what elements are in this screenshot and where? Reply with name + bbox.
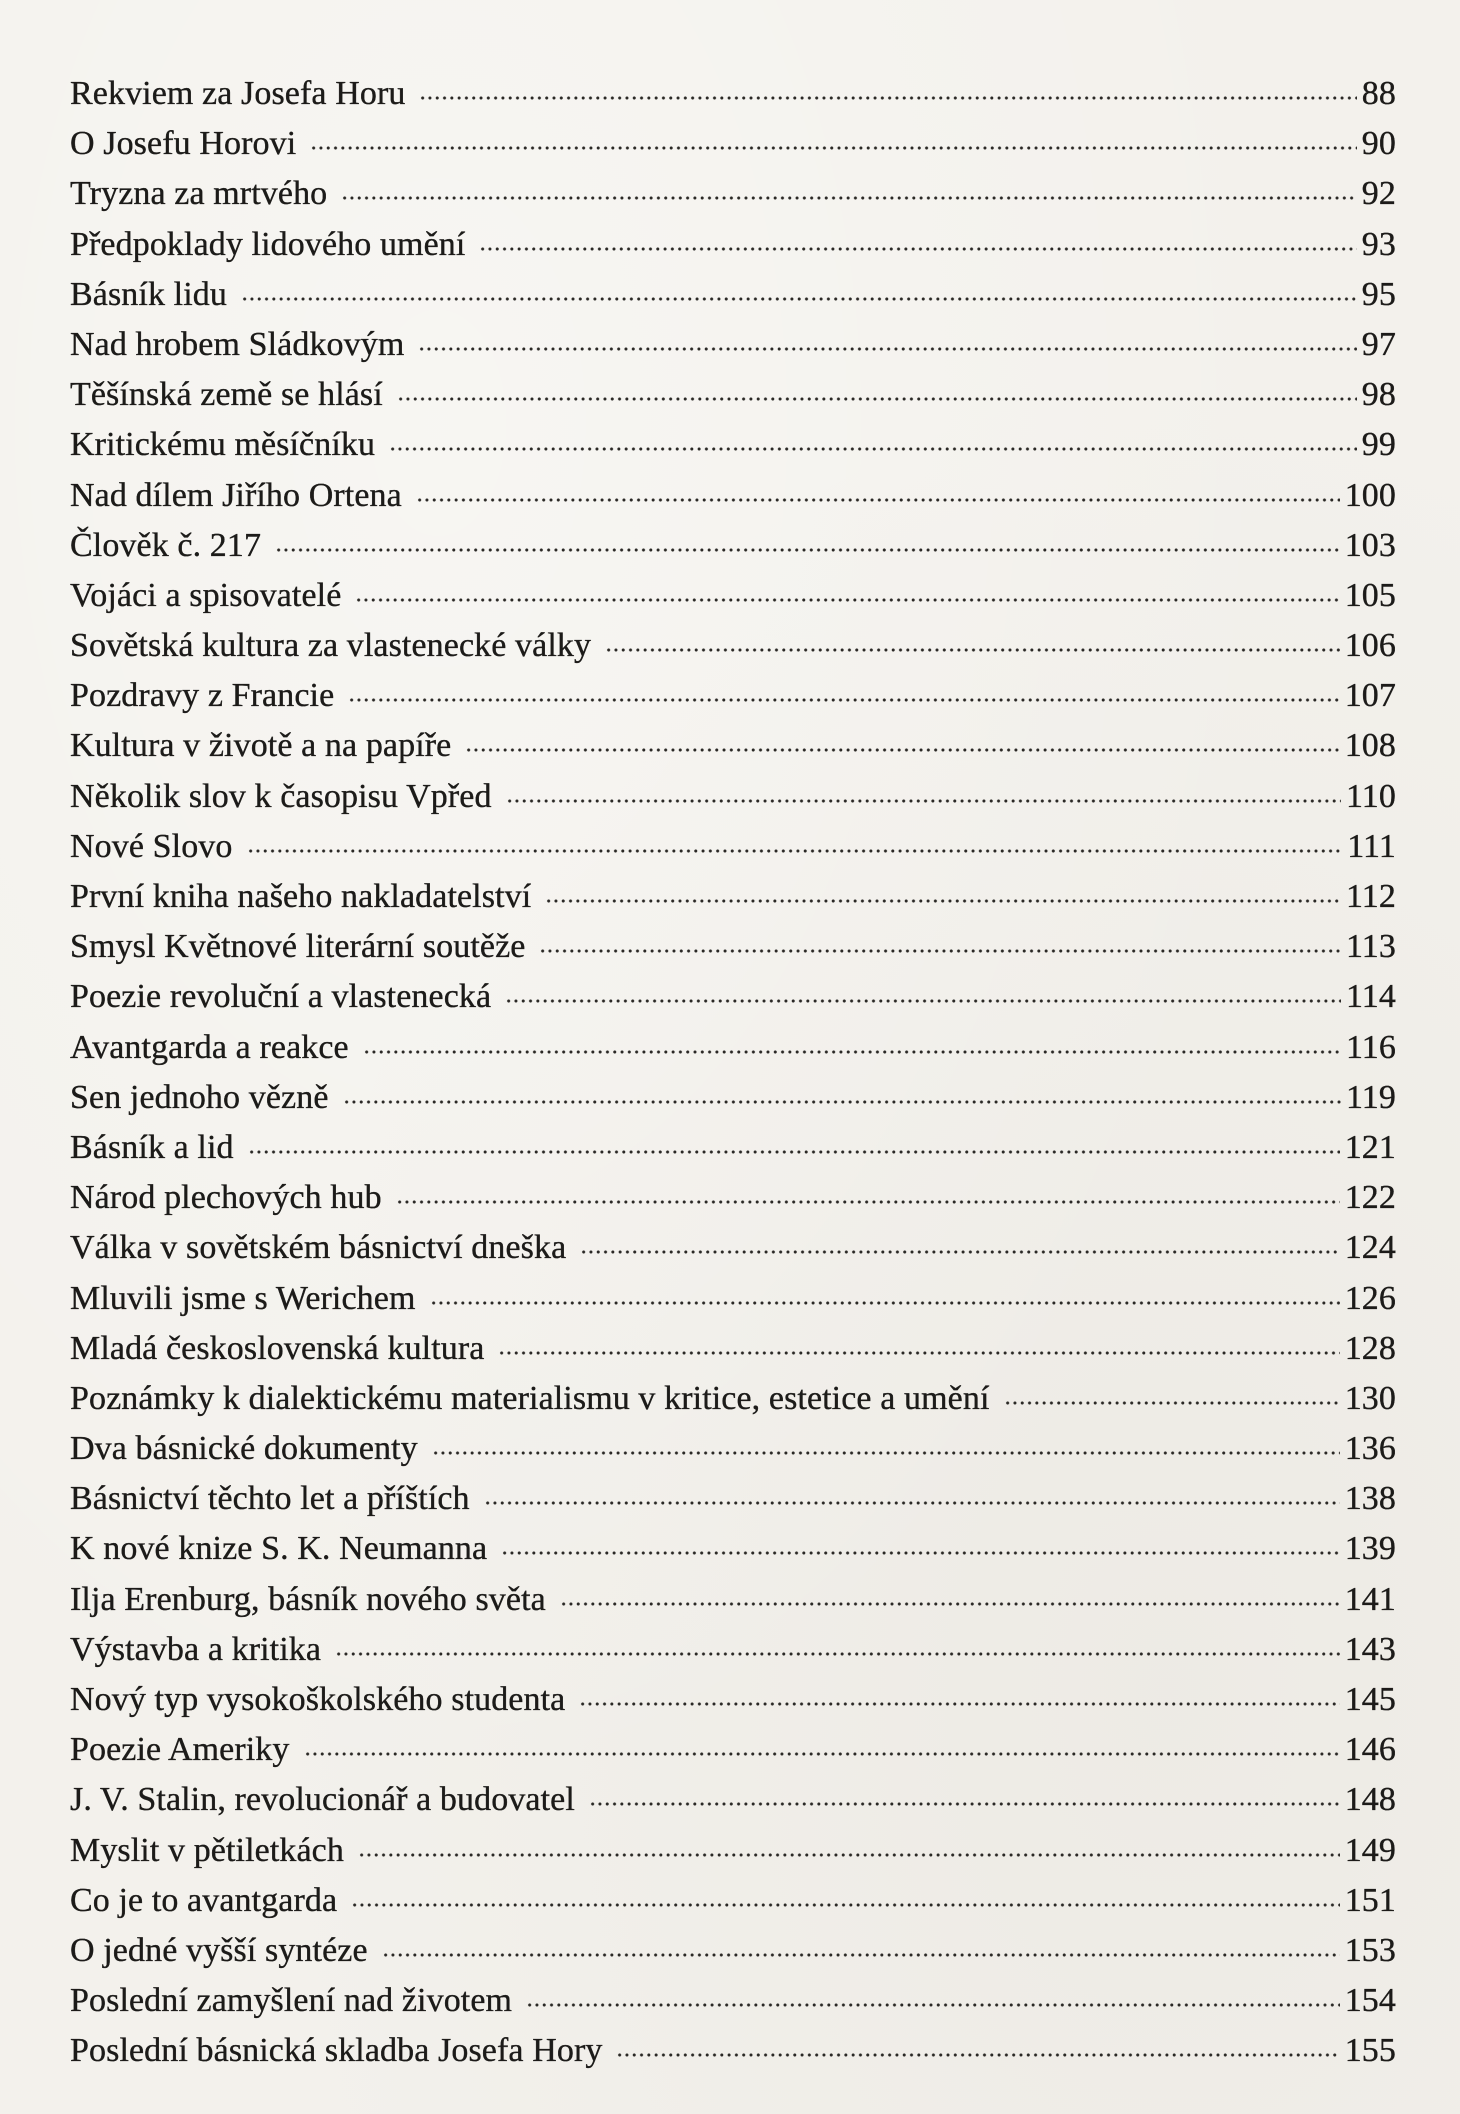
toc-entry-title: Básník a lid <box>70 1128 234 1166</box>
toc-entry-title: Výstavba a kritika <box>70 1630 322 1668</box>
toc-entry-page-number: 119 <box>1345 1078 1396 1116</box>
toc-entry <box>70 922 1396 972</box>
toc-entry <box>70 1474 1396 1524</box>
toc-entry-title: Mladá československá kultura <box>70 1329 485 1367</box>
dot-leader <box>358 1851 1340 1859</box>
toc-entry-title: Nový typ vysokoškolského studenta <box>70 1681 566 1718</box>
dot-leader <box>389 445 1357 453</box>
toc-entry <box>70 2026 1396 2076</box>
toc-entry-title: Sen jednoho vězně <box>70 1078 329 1116</box>
toc-entry-page-number: 146 <box>1344 1731 1396 1769</box>
toc-entry-title: Válka v sovětském básnictví dneška <box>70 1229 567 1267</box>
toc-entry-page-number: 139 <box>1344 1530 1396 1568</box>
toc-entry-page-number: 122 <box>1344 1179 1396 1217</box>
toc-entry-title: Vojáci a spisovatelé <box>70 576 342 614</box>
dot-leader <box>479 245 1356 253</box>
dot-leader <box>382 1951 1340 1959</box>
toc-entry <box>70 1775 1396 1825</box>
dot-leader <box>304 1750 1340 1758</box>
toc-entry-title: Pozdravy z Francie <box>70 677 335 715</box>
toc-entry <box>70 119 1396 169</box>
toc-entry-title: Sovětská kultura za vlastenecké války <box>70 627 592 665</box>
dot-leader <box>580 1248 1339 1256</box>
toc-entry-title: Rekviem za Josefa Horu <box>70 75 406 112</box>
toc-entry-title: Smysl Květnové literární soutěže <box>70 928 526 966</box>
dot-leader <box>545 897 1341 905</box>
toc-entry-page-number: 143 <box>1344 1630 1396 1668</box>
toc-entry-title: Nové Slovo <box>70 827 233 865</box>
toc-entry <box>70 1926 1396 1976</box>
toc-entry-page-number: 121 <box>1344 1128 1396 1166</box>
toc-entry-page-number: 105 <box>1344 576 1396 614</box>
toc-entry-title: Co je to avantgarda <box>70 1881 338 1919</box>
toc-entry-title: Kultura v životě a na papíře <box>70 727 452 765</box>
toc-entry <box>70 1876 1396 1926</box>
toc-entry-page-number: 138 <box>1344 1480 1396 1518</box>
dot-leader <box>363 1048 1341 1056</box>
toc-entry-title: Několik slov k časopisu Vpřed <box>70 777 492 815</box>
toc-entry-page-number: 145 <box>1344 1681 1396 1718</box>
dot-leader <box>1004 1399 1340 1407</box>
toc-entry-page-number: 93 <box>1361 225 1396 263</box>
toc-entry-page-number: 97 <box>1361 325 1396 363</box>
dot-leader <box>310 144 1357 152</box>
toc-entry-page-number: 99 <box>1361 426 1396 464</box>
toc-entry-title: Poezie Ameriky <box>70 1731 290 1769</box>
dot-leader <box>539 947 1340 955</box>
toc-entry-title: Poznámky k dialektickému materialismu v kritice, estetice a umění <box>70 1379 990 1417</box>
toc-entry <box>70 1725 1396 1775</box>
toc-entry-page-number: 141 <box>1344 1580 1396 1618</box>
toc-entry-title: Básnictví těchto let a příštích <box>70 1480 470 1518</box>
toc-entry-page-number: 100 <box>1344 476 1396 514</box>
toc-entry-title: První kniha našeho nakladatelství <box>70 878 532 915</box>
dot-leader <box>605 646 1340 654</box>
toc-entry <box>70 220 1396 270</box>
dot-leader <box>506 797 1341 805</box>
dot-leader <box>335 1650 1340 1658</box>
toc-entry <box>70 1625 1396 1675</box>
dot-leader <box>501 1549 1339 1557</box>
dot-leader <box>616 2051 1339 2059</box>
dot-leader <box>341 194 1357 202</box>
toc-entry-title: Poezie revoluční a vlastenecká <box>70 978 492 1016</box>
toc-entry <box>70 1675 1396 1725</box>
toc-entry-page-number: 126 <box>1344 1279 1396 1317</box>
toc-entry-page-number: 108 <box>1344 727 1396 765</box>
dot-leader <box>505 997 1341 1005</box>
toc-entry-page-number: 111 <box>1347 827 1396 865</box>
table-of-contents <box>70 69 1396 2077</box>
toc-entry-page-number: 124 <box>1344 1229 1396 1267</box>
dot-leader <box>465 746 1339 754</box>
toc-entry <box>70 1826 1396 1876</box>
dot-leader <box>397 395 1357 403</box>
toc-entry <box>70 1575 1396 1625</box>
toc-entry-title: Poslední básnická skladba Josefa Hory <box>70 2032 603 2070</box>
toc-entry-title: Ilja Erenburg, básník nového světa <box>70 1580 546 1618</box>
toc-entry-page-number: 136 <box>1344 1430 1396 1468</box>
toc-entry-title: Předpoklady lidového umění <box>70 225 466 263</box>
toc-entry <box>70 1424 1396 1474</box>
dot-leader <box>432 1449 1340 1457</box>
dot-leader <box>484 1499 1340 1507</box>
toc-entry <box>70 370 1396 420</box>
toc-entry <box>70 721 1396 771</box>
toc-entry <box>70 1223 1396 1273</box>
toc-entry-title: Dva básnické dokumenty <box>70 1430 418 1468</box>
toc-entry <box>70 1524 1396 1574</box>
toc-entry-page-number: 106 <box>1344 627 1396 665</box>
toc-entry-title: Básník lidu <box>70 275 227 313</box>
dot-leader <box>241 295 1357 303</box>
toc-entry-title: Těšínská země se hlásí <box>70 376 383 414</box>
toc-entry-page-number: 148 <box>1344 1781 1396 1819</box>
toc-entry-page-number: 116 <box>1345 1028 1396 1066</box>
dot-leader <box>348 696 1339 704</box>
toc-entry-page-number: 110 <box>1345 777 1396 815</box>
toc-entry-page-number: 155 <box>1344 2032 1396 2070</box>
dot-leader <box>396 1198 1340 1206</box>
toc-entry-title: Národ plechových hub <box>70 1179 382 1217</box>
toc-entry-page-number: 114 <box>1345 978 1396 1016</box>
toc-entry <box>70 772 1396 822</box>
toc-entry <box>70 169 1396 219</box>
toc-entry-page-number: 130 <box>1344 1379 1396 1417</box>
toc-entry-page-number: 92 <box>1361 175 1396 213</box>
dot-leader <box>419 94 1356 102</box>
toc-entry-page-number: 90 <box>1361 125 1396 163</box>
toc-entry-title: Avantgarda a reakce <box>70 1028 349 1066</box>
dot-leader <box>579 1700 1339 1708</box>
toc-entry-title: Kritickému měsíčníku <box>70 426 376 464</box>
dot-leader <box>248 1148 1340 1156</box>
toc-entry-page-number: 128 <box>1344 1329 1396 1367</box>
toc-entry <box>70 521 1396 571</box>
toc-entry <box>70 1324 1396 1374</box>
toc-entry <box>70 420 1396 470</box>
toc-entry-title: Tryzna za mrtvého <box>70 175 328 213</box>
toc-entry-page-number: 95 <box>1361 275 1396 313</box>
toc-entry <box>70 1023 1396 1073</box>
toc-entry <box>70 1274 1396 1324</box>
toc-entry-page-number: 154 <box>1344 1982 1396 2020</box>
toc-entry <box>70 270 1396 320</box>
toc-entry-title: Mluvili jsme s Werichem <box>70 1279 416 1317</box>
toc-entry-title: K nové knize S. K. Neumanna <box>70 1530 488 1568</box>
toc-entry-page-number: 151 <box>1344 1881 1396 1919</box>
dot-leader <box>430 1299 1340 1307</box>
toc-entry-page-number: 112 <box>1345 878 1396 915</box>
toc-entry <box>70 471 1396 521</box>
toc-entry-title: Člověk č. 217 <box>70 526 262 564</box>
dot-leader <box>275 546 1340 554</box>
toc-entry <box>70 1173 1396 1223</box>
toc-entry <box>70 972 1396 1022</box>
toc-entry <box>70 1123 1396 1173</box>
dot-leader <box>351 1901 1339 1909</box>
dot-leader <box>526 2001 1340 2009</box>
toc-entry-page-number: 113 <box>1345 928 1396 966</box>
toc-entry <box>70 822 1396 872</box>
dot-leader <box>416 496 1340 504</box>
toc-entry <box>70 671 1396 721</box>
toc-entry <box>70 320 1396 370</box>
toc-entry <box>70 571 1396 621</box>
toc-entry <box>70 872 1396 922</box>
dot-leader <box>418 345 1356 353</box>
dot-leader <box>355 596 1339 604</box>
toc-entry-title: Poslední zamyšlení nad životem <box>70 1982 513 2020</box>
toc-entry-page-number: 149 <box>1344 1831 1396 1869</box>
toc-entry <box>70 1374 1396 1424</box>
dot-leader <box>343 1098 1341 1106</box>
toc-entry-page-number: 88 <box>1361 75 1396 112</box>
dot-leader <box>589 1800 1340 1808</box>
toc-entry-page-number: 98 <box>1361 376 1396 414</box>
dot-leader <box>560 1600 1340 1608</box>
toc-entry <box>70 1976 1396 2026</box>
dot-leader <box>498 1349 1339 1357</box>
toc-entry-title: J. V. Stalin, revolucionář a budovatel <box>70 1781 575 1819</box>
toc-entry <box>70 69 1396 119</box>
toc-entry-title: Nad dílem Jiřího Ortena <box>70 476 402 514</box>
toc-entry-title: O Josefu Horovi <box>70 125 297 163</box>
toc-entry <box>70 1073 1396 1123</box>
toc-entry-page-number: 153 <box>1344 1931 1396 1969</box>
toc-entry-title: Myslit v pětiletkách <box>70 1831 344 1869</box>
toc-entry-page-number: 107 <box>1344 677 1396 715</box>
toc-entry-page-number: 103 <box>1344 526 1396 564</box>
toc-entry <box>70 621 1396 671</box>
toc-entry-title: Nad hrobem Sládkovým <box>70 325 405 363</box>
dot-leader <box>247 847 1343 855</box>
toc-entry-title: O jedné vyšší syntéze <box>70 1931 368 1969</box>
